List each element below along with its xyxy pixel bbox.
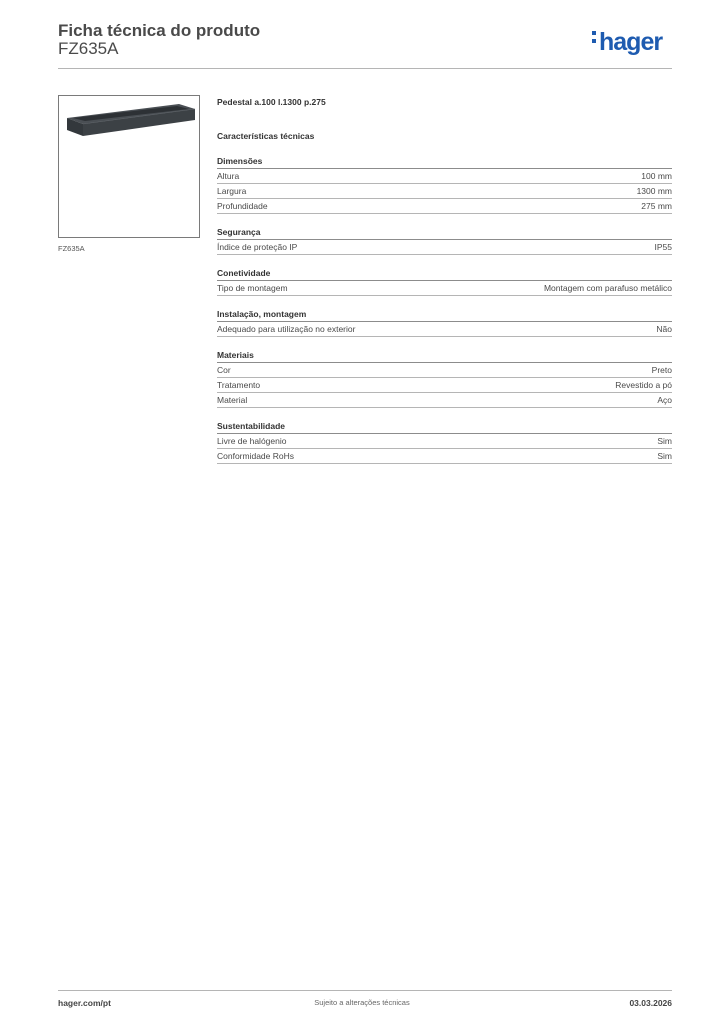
spec-content bbox=[217, 96, 672, 464]
spec-label: Tratamento bbox=[217, 380, 261, 390]
spec-label: Profundidade bbox=[217, 201, 268, 211]
spec-value: Preto bbox=[651, 365, 672, 375]
product-image bbox=[58, 95, 200, 238]
spec-group bbox=[217, 267, 672, 296]
spec-group bbox=[217, 226, 672, 255]
spec-heading: Características técnicas bbox=[217, 131, 315, 141]
footer-divider bbox=[58, 990, 672, 991]
spec-group bbox=[217, 420, 672, 464]
spec-group-title: Materiais bbox=[217, 349, 672, 363]
spec-label: Livre de halógenio bbox=[217, 436, 287, 446]
spec-group bbox=[217, 308, 672, 337]
spec-label: Tipo de montagem bbox=[217, 283, 288, 293]
logo-dots-icon bbox=[592, 27, 597, 47]
spec-group-title: Dimensões bbox=[217, 155, 672, 169]
spec-group bbox=[217, 155, 672, 214]
footer-disclaimer: Sujeito a alterações técnicas bbox=[314, 998, 410, 1007]
spec-value: Sim bbox=[657, 436, 672, 446]
spec-group-title: Sustentabilidade bbox=[217, 420, 672, 434]
footer-date: 03.03.2026 bbox=[629, 998, 672, 1008]
spec-value: 275 mm bbox=[641, 201, 672, 211]
spec-groups bbox=[217, 155, 672, 464]
spec-label: Adequado para utilização no exterior bbox=[217, 324, 356, 334]
hager-logo bbox=[592, 28, 662, 57]
spec-row bbox=[217, 322, 672, 337]
spec-label: Altura bbox=[217, 171, 240, 181]
spec-value: 1300 mm bbox=[636, 186, 672, 196]
spec-value: Não bbox=[656, 324, 672, 334]
spec-row bbox=[217, 393, 672, 408]
spec-label: Largura bbox=[217, 186, 247, 196]
spec-value: Sim bbox=[657, 451, 672, 461]
product-name: Pedestal a.100 l.1300 p.275 bbox=[217, 97, 326, 107]
spec-group bbox=[217, 349, 672, 408]
spec-group-title: Conetividade bbox=[217, 267, 672, 281]
spec-label: Índice de proteção IP bbox=[217, 242, 298, 252]
spec-value: Revestido a pó bbox=[615, 380, 672, 390]
spec-row bbox=[217, 184, 672, 199]
product-code: FZ635A bbox=[58, 39, 119, 58]
spec-value: Montagem com parafuso metálico bbox=[543, 283, 672, 293]
spec-label: Material bbox=[217, 395, 248, 405]
spec-row bbox=[217, 199, 672, 214]
spec-row bbox=[217, 434, 672, 449]
spec-group-title: Instalação, montagem bbox=[217, 308, 672, 322]
spec-row bbox=[217, 240, 672, 255]
spec-value: IP55 bbox=[654, 242, 672, 252]
image-caption: FZ635A bbox=[58, 244, 85, 253]
spec-group-title: Segurança bbox=[217, 226, 672, 240]
spec-row bbox=[217, 169, 672, 184]
spec-value: Aço bbox=[657, 395, 672, 405]
document-title: Ficha técnica do produto bbox=[58, 21, 261, 40]
spec-row bbox=[217, 363, 672, 378]
spec-row bbox=[217, 449, 672, 464]
spec-label: Cor bbox=[217, 365, 231, 375]
spec-label: Conformidade RoHs bbox=[217, 451, 295, 461]
header-divider bbox=[58, 68, 672, 69]
spec-row bbox=[217, 378, 672, 393]
logo-text: hager bbox=[599, 28, 663, 56]
footer-website: hager.com/pt bbox=[58, 998, 111, 1008]
spec-value: 100 mm bbox=[641, 171, 672, 181]
spec-row bbox=[217, 281, 672, 296]
pedestal-icon bbox=[59, 96, 201, 239]
